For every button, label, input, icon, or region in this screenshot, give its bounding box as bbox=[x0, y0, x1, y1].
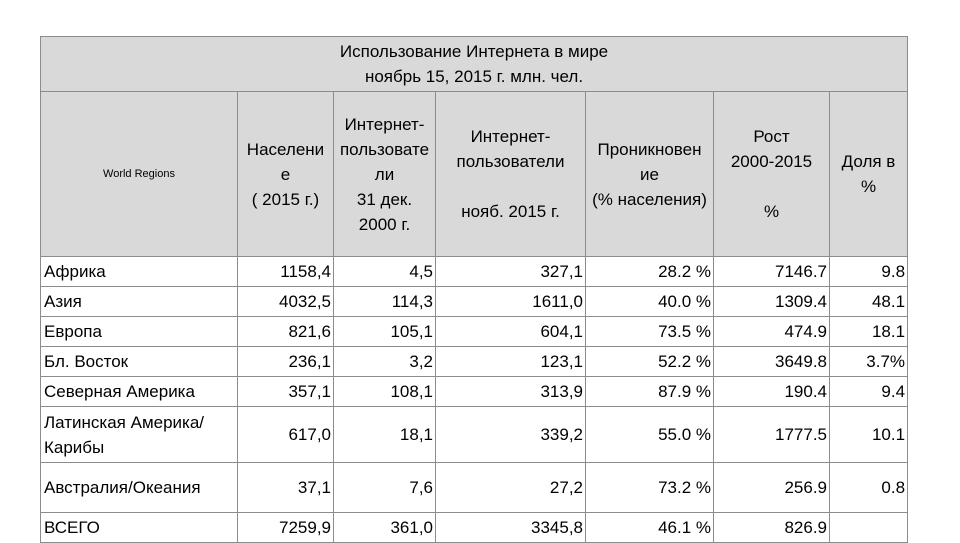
header-share: Доля в % bbox=[830, 92, 908, 257]
users-2000-cell: 7,6 bbox=[334, 463, 436, 513]
growth-cell: 474.9 bbox=[714, 317, 830, 347]
share-cell: 9.4 bbox=[830, 377, 908, 407]
users-2000-cell: 108,1 bbox=[334, 377, 436, 407]
title-line-1: Использование Интернета в мире bbox=[339, 42, 609, 61]
growth-cell: 7146.7 bbox=[714, 257, 830, 287]
share-cell: 0.8 bbox=[830, 463, 908, 513]
title-line-2: ноябрь 15, 2015 г. млн. чел. bbox=[364, 67, 584, 86]
table-row bbox=[41, 407, 908, 463]
penetration-cell: 46.1 % bbox=[586, 513, 714, 543]
users-2015-cell: 327,1 bbox=[436, 257, 586, 287]
users-2000-cell: 4,5 bbox=[334, 257, 436, 287]
penetration-cell: 40.0 % bbox=[586, 287, 714, 317]
users-2015-cell: 339,2 bbox=[436, 407, 586, 463]
header-row bbox=[41, 92, 908, 257]
population-cell: 4032,5 bbox=[238, 287, 334, 317]
table-row bbox=[41, 317, 908, 347]
internet-usage-table bbox=[40, 36, 908, 543]
region-cell: Европа bbox=[41, 317, 238, 347]
header-world-regions: World Regions bbox=[41, 92, 238, 257]
penetration-cell: 28.2 % bbox=[586, 257, 714, 287]
users-2015-cell: 604,1 bbox=[436, 317, 586, 347]
population-cell: 617,0 bbox=[238, 407, 334, 463]
table-row bbox=[41, 287, 908, 317]
population-cell: 7259,9 bbox=[238, 513, 334, 543]
users-2015-cell: 27,2 bbox=[436, 463, 586, 513]
growth-cell: 256.9 bbox=[714, 463, 830, 513]
table-row bbox=[41, 257, 908, 287]
penetration-cell: 73.2 % bbox=[586, 463, 714, 513]
users-2000-cell: 361,0 bbox=[334, 513, 436, 543]
users-2015-cell: 1611,0 bbox=[436, 287, 586, 317]
penetration-cell: 87.9 % bbox=[586, 377, 714, 407]
region-cell: Латинская Америка/Карибы bbox=[41, 407, 238, 463]
penetration-cell: 52.2 % bbox=[586, 347, 714, 377]
share-cell bbox=[830, 513, 908, 543]
region-cell: Австралия/Океания bbox=[41, 463, 238, 513]
table-row bbox=[41, 463, 908, 513]
growth-cell: 1777.5 bbox=[714, 407, 830, 463]
users-2000-cell: 18,1 bbox=[334, 407, 436, 463]
table-row bbox=[41, 513, 908, 543]
table-row bbox=[41, 377, 908, 407]
growth-cell: 1309.4 bbox=[714, 287, 830, 317]
penetration-cell: 55.0 % bbox=[586, 407, 714, 463]
header-penetration: Проникновен ие (% населения) bbox=[586, 92, 714, 257]
region-cell: Азия bbox=[41, 287, 238, 317]
header-users-2015: Интернет- пользователи нояб. 2015 г. bbox=[436, 92, 586, 257]
users-2015-cell: 313,9 bbox=[436, 377, 586, 407]
users-2000-cell: 105,1 bbox=[334, 317, 436, 347]
table-row bbox=[41, 347, 908, 377]
region-cell: Африка bbox=[41, 257, 238, 287]
growth-cell: 3649.8 bbox=[714, 347, 830, 377]
header-users-2000: Интернет- пользовате ли 31 дек. 2000 г. bbox=[334, 92, 436, 257]
share-cell: 18.1 bbox=[830, 317, 908, 347]
population-cell: 37,1 bbox=[238, 463, 334, 513]
population-cell: 357,1 bbox=[238, 377, 334, 407]
header-growth: Рост 2000-2015 % bbox=[714, 92, 830, 257]
penetration-cell: 73.5 % bbox=[586, 317, 714, 347]
users-2015-cell: 123,1 bbox=[436, 347, 586, 377]
population-cell: 821,6 bbox=[238, 317, 334, 347]
users-2000-cell: 3,2 bbox=[334, 347, 436, 377]
table-title bbox=[41, 37, 908, 92]
growth-cell: 190.4 bbox=[714, 377, 830, 407]
users-2000-cell: 114,3 bbox=[334, 287, 436, 317]
region-cell: ВСЕГО bbox=[41, 513, 238, 543]
share-cell: 10.1 bbox=[830, 407, 908, 463]
share-cell: 3.7% bbox=[830, 347, 908, 377]
population-cell: 1158,4 bbox=[238, 257, 334, 287]
share-cell: 9.8 bbox=[830, 257, 908, 287]
region-cell: Северная Америка bbox=[41, 377, 238, 407]
header-population: Населени е ( 2015 г.) bbox=[238, 92, 334, 257]
users-2015-cell: 3345,8 bbox=[436, 513, 586, 543]
growth-cell: 826.9 bbox=[714, 513, 830, 543]
share-cell: 48.1 bbox=[830, 287, 908, 317]
population-cell: 236,1 bbox=[238, 347, 334, 377]
region-cell: Бл. Восток bbox=[41, 347, 238, 377]
